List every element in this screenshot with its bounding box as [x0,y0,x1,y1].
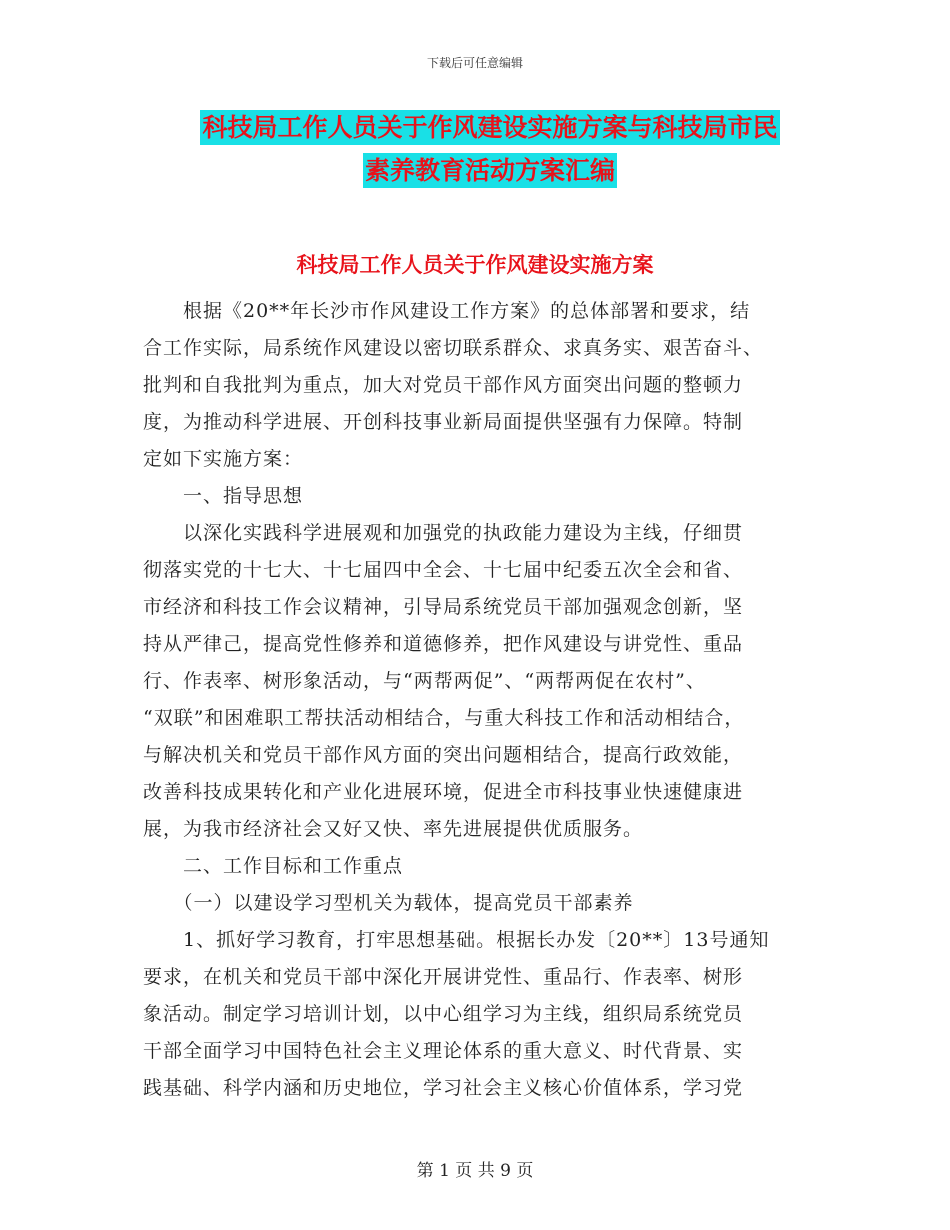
body-line: 度，为推动科学进展、开创科技事业新局面提供坚强有力保障。特制 [143,411,744,433]
heading-guiding-ideology: 一、指导思想 [143,485,304,507]
main-title-line-1: 科技局工作人员关于作风建设实施方案与科技局市民 [140,115,840,140]
body-line: 干部全面学习中国特色社会主义理论体系的重大意义、时代背景、实 [143,1040,744,1062]
body-line: 批判和自我批判为重点，加大对党员干部作风方面突出问题的整顿力 [143,374,744,396]
body-line: 践基础、科学内涵和历史地位，学习社会主义核心价值体系，学习党 [143,1077,744,1099]
heading-goals: 二、工作目标和工作重点 [143,855,404,877]
body-line: 要求，在机关和党员干部中深化开展讲党性、重品行、作表率、树形 [143,966,744,988]
body-line: 与解决机关和党员干部作风方面的突出问题相结合，提高行政效能， [143,744,744,766]
body-line: 1、抓好学习教育，打牢思想基础。根据长办发〔20**〕13号通知 [143,929,770,951]
body-line: 合工作实际，局系统作风建设以密切联系群众、求真务实、艰苦奋斗、 [143,337,764,359]
body-line: 彻落实党的十七大、十七届四中全会、十七届中纪委五次全会和省、 [143,559,744,581]
page-footer: 第 1 页 共 9 页 [416,1161,534,1181]
subheading-learning: （一）以建设学习型机关为载体，提高党员干部素养 [143,892,634,914]
main-title-line-2: 素养教育活动方案汇编 [140,158,840,183]
body-line: 行、作表率、树形象活动，与“两帮两促”、“两帮两促在农村”、 [143,670,706,692]
body-line: 根据《20**年长沙市作风建设工作方案》的总体部署和要求，结 [143,300,751,322]
header-note: 下载后可任意编辑 [426,56,523,70]
body-line: 以深化实践科学进展观和加强党的执政能力建设为主线，仔细贯 [143,522,744,544]
body-line: “双联”和困难职工帮扶活动相结合，与重大科技工作和活动相结合， [143,707,745,729]
body-line: 持从严律己，提高党性修养和道德修养，把作风建设与讲党性、重品 [143,633,744,655]
body-line: 定如下实施方案： [143,448,304,470]
section-title: 科技局工作人员关于作风建设实施方案 [296,252,654,277]
body-line: 市经济和科技工作会议精神，引导局系统党员干部加强观念创新，坚 [143,596,744,618]
body-line: 象活动。制定学习培训计划，以中心组学习为主线，组织局系统党员 [143,1003,744,1025]
body-line: 改善科技成果转化和产业化进展环境，促进全市科技事业快速健康进 [143,781,744,803]
body-line: 展，为我市经济社会又好又快、率先进展提供优质服务。 [143,818,644,840]
